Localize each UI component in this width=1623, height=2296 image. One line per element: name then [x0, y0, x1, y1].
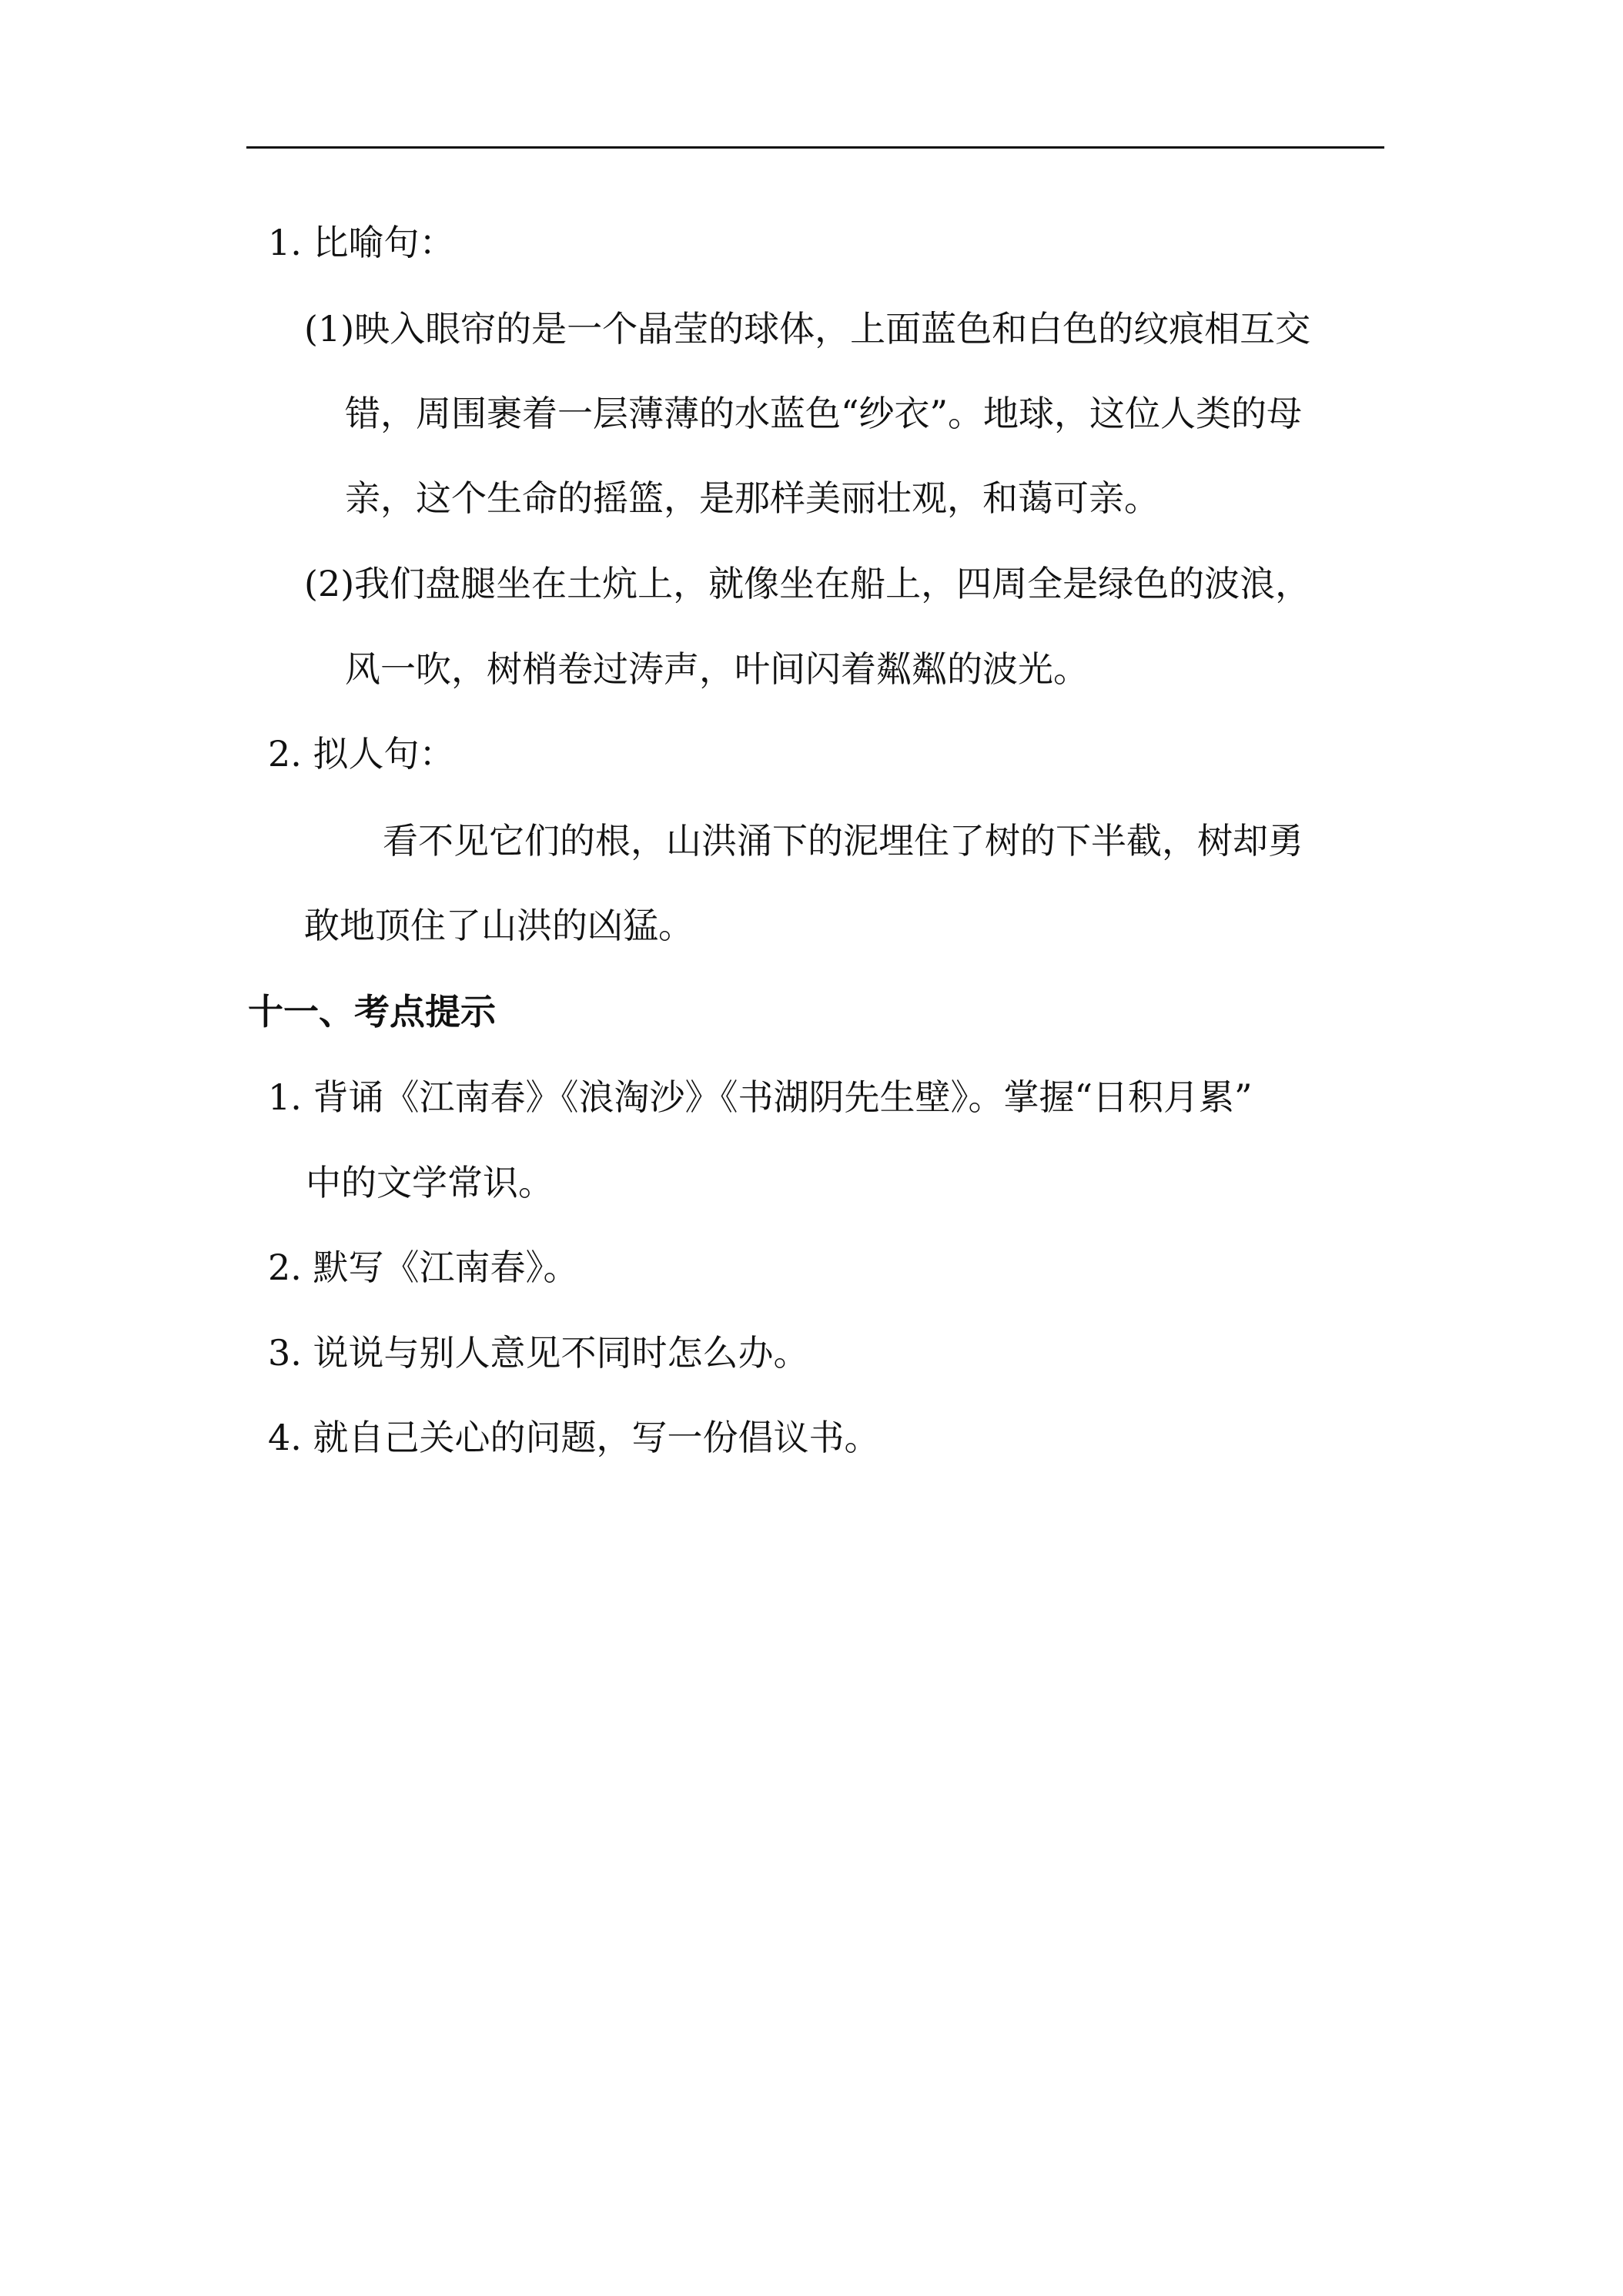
- metaphor-item-2-line-2: 风一吹，树梢卷过涛声，叶间闪着粼粼的波光。: [345, 648, 1089, 690]
- exam-tips-heading: 十一、考点提示: [248, 991, 496, 1033]
- exam-tip-1-line-2: 中的文学常识。: [306, 1162, 554, 1203]
- exam-tip-2: 2. 默写《江南春》。: [268, 1247, 579, 1288]
- personification-line-1: 看不见它们的根，山洪涌下的泥埋住了树的下半截，树却勇: [383, 820, 1303, 862]
- exam-tip-1-line-1: 1. 背诵《江南春》《浪淘沙》《书湖阴先生壁》。掌握“日积月累”: [268, 1076, 1253, 1118]
- personification-label: 2. 拟人句：: [268, 733, 455, 775]
- metaphor-item-2-line-1: (2)我们盘腿坐在土炕上，就像坐在船上，四周全是绿色的波浪，: [304, 563, 1311, 604]
- metaphor-item-1-line-2: 错，周围裹着一层薄薄的水蓝色“纱衣”。地球，这位人类的母: [345, 393, 1303, 434]
- exam-tip-4: 4. 就自己关心的问题，写一份倡议书。: [268, 1417, 880, 1458]
- metaphor-label: 1. 比喻句：: [268, 222, 455, 263]
- header-rule: [246, 146, 1384, 149]
- metaphor-item-1-line-3: 亲，这个生命的摇篮，是那样美丽壮观，和蔼可亲。: [345, 477, 1160, 519]
- personification-line-2: 敢地顶住了山洪的凶猛。: [304, 905, 694, 946]
- exam-tip-3: 3. 说说与别人意见不同时怎么办。: [268, 1332, 809, 1374]
- metaphor-item-1-line-1: (1)映入眼帘的是一个晶莹的球体，上面蓝色和白色的纹痕相互交: [304, 308, 1311, 350]
